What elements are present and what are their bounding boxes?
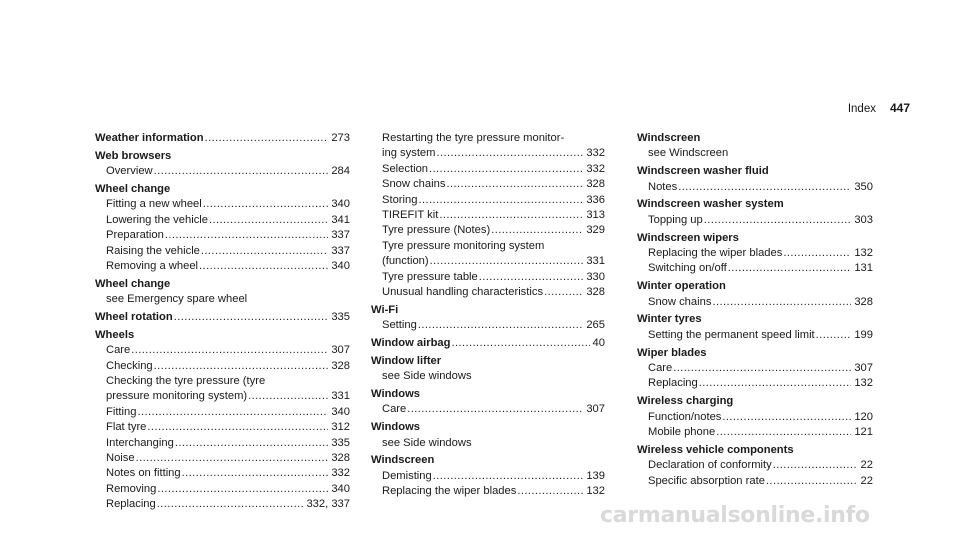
entry-page: 335 [331,311,350,324]
page-number: 447 [889,101,910,115]
index-entry [95,328,350,513]
entry-term: Wheels [95,328,135,341]
subentry-page: 121 [854,426,873,439]
entry-term: Winter tyres [637,313,702,326]
subentry-page: 120 [854,410,873,423]
subentry-page: 331 [331,390,350,403]
subentry [371,270,605,285]
subentry-page: 328 [586,286,605,299]
subentry-text: see Side windows [382,370,472,383]
entry-term: Windows [371,388,420,401]
entry-heading [95,149,350,164]
subentry [95,244,350,259]
subentry-text: see Windscreen [648,147,729,160]
subentry-page: 340 [331,198,350,211]
entry-heading [637,346,873,361]
subentry-text: Declaration of conformity [648,459,772,472]
index-column-1 [95,131,350,513]
subentry [371,146,605,161]
entry-heading [637,164,873,179]
entry-heading [637,312,873,327]
subentry [95,359,350,374]
leader-dots [407,402,583,417]
subentry [371,469,605,484]
entry-term: Windscreen washer fluid [637,165,769,178]
subentry-page: 307 [331,344,350,357]
index-entry [95,182,350,274]
entry-heading [637,197,873,212]
subentry-text: Topping up [648,213,703,226]
index-entry [637,131,873,162]
entry-heading [637,231,873,246]
subentry-text: Fitting [106,405,137,418]
entry-term: Windscreen [371,454,435,467]
subentry-page: 332 [586,147,605,160]
subentry [637,261,873,276]
subentry-page: 265 [586,319,605,332]
leader-dots [673,361,851,376]
leader-dots [430,254,584,269]
leader-dots [182,466,329,481]
subentry-page: 139 [586,469,605,482]
leader-dots [136,451,329,466]
subentry-text: Demisting [382,469,432,482]
index-entry [371,453,605,499]
entry-heading [371,303,605,318]
leader-dots [209,213,328,228]
subentry-page: 328 [854,295,873,308]
subentry-page: 337 [331,229,350,242]
leader-dots [766,474,858,489]
entry-heading [371,453,605,468]
subentry [637,295,873,310]
leader-dots [716,425,851,440]
subentry-page: 332 [331,467,350,480]
subentry [371,162,605,177]
subentry-page: 337 [331,244,350,257]
leader-dots [165,228,328,243]
entry-term: Window lifter [371,354,442,367]
subentry-page: 313 [586,209,605,222]
watermark-logo: carmanualsonline.info [600,503,870,528]
entry-term: Wheel change [95,277,171,290]
entry-heading [95,328,350,343]
subentry-text: Restarting the tyre pressure monitor- [382,132,565,144]
leader-dots [199,259,328,274]
subentry [371,223,605,238]
subentry [637,361,873,376]
leader-dots [157,497,304,512]
leader-dots [544,285,583,300]
subentry-text: Notes [648,180,678,193]
index-entry [371,420,605,451]
subentry-text: ing system [382,147,436,160]
leader-dots [203,197,329,212]
subentry-page: 328 [331,452,350,465]
subentry [95,259,350,274]
subentry-page: 132 [586,485,605,498]
entry-term: Wiper blades [637,346,707,359]
subentry [95,451,350,466]
subentry-page: 336 [586,193,605,206]
entry-heading [95,131,350,146]
leader-dots [678,180,851,195]
subentry-page: 328 [586,178,605,191]
leader-dots [147,420,328,435]
leader-dots [517,484,583,499]
page-header [848,101,910,115]
subentry-text: Removing a wheel [106,260,199,273]
subentry-text: Interchanging [106,436,174,449]
subentry-page: 307 [854,362,873,375]
index-entry [95,131,350,146]
index-entry [95,310,350,325]
entry-term: Wireless vehicle components [637,443,794,456]
leader-dots [712,295,851,310]
subentry-text: Replacing [648,377,698,390]
entry-term: Wheel rotation [95,311,173,324]
subentry-page: 340 [331,482,350,495]
leader-dots [446,177,583,192]
subentry-text: TIREFIT kit [382,209,439,222]
subentry [637,213,873,228]
subentry-page: 340 [331,405,350,418]
subentry [95,436,350,451]
subentry-text: Preparation [106,229,164,242]
index-entry [637,346,873,392]
subentry-text: Fitting a new wheel [106,198,202,211]
subentry-text: (function) [382,255,429,268]
index-entry [95,149,350,180]
subentry [95,213,350,228]
subentry [637,180,873,195]
subentry [371,484,605,499]
subentry-page: 341 [331,213,350,226]
leader-dots [728,261,852,276]
subentry [95,497,350,512]
subentry [371,369,605,384]
subentry [371,436,605,451]
index-entry [637,394,873,440]
entry-heading [371,336,605,351]
subentry [637,146,873,161]
index-entry [637,443,873,489]
subentry-text: Noise [106,452,135,465]
subentry-page: 335 [331,436,350,449]
entry-term: Winter operation [637,280,726,293]
subentry [637,376,873,391]
subentry-page: 131 [854,262,873,275]
subentry-page: 303 [854,213,873,226]
subentry [637,474,873,489]
subentry [95,228,350,243]
subentry-text: Flat tyre [106,421,147,434]
index-entry [371,131,605,300]
leader-dots [783,246,851,261]
subentry [371,208,605,223]
leader-dots [429,162,583,177]
subentry-text: Tyre pressure table [382,270,478,283]
leader-dots [816,328,852,343]
subentry-text: Raising the vehicle [106,244,200,257]
leader-dots [773,458,858,473]
entry-term: Window airbag [371,337,451,350]
subentry-text: Replacing the wiper blades [648,247,783,260]
subentry [95,164,350,179]
entry-heading [637,279,873,294]
subentry-text: Function/notes [648,410,722,423]
index-entry [637,279,873,310]
leader-dots [205,131,329,146]
leader-dots [131,343,328,358]
index-entry [637,164,873,195]
entry-term: Windows [371,421,420,434]
entry-heading [371,387,605,402]
subentry [637,410,873,425]
subentry-text: Lowering the vehicle [106,213,208,226]
subentry-page: 312 [331,421,350,434]
leader-dots [248,389,328,404]
subentry-text: Tyre pressure monitoring system [382,239,545,252]
entry-term: Wi-Fi [371,303,399,316]
subentry [371,402,605,417]
subentry [371,193,605,208]
leader-dots [137,405,328,420]
subentry-text: pressure monitoring system) [106,390,248,403]
subentry-text: Care [382,403,407,416]
subentry-page: 340 [331,260,350,273]
index-column-3 [637,131,873,489]
index-entry [95,277,350,308]
subentry-text: Tyre pressure (Notes) [382,224,491,237]
subentry [95,420,350,435]
subentry [637,246,873,261]
leader-dots [439,208,583,223]
subentry-text: Storing [382,193,418,206]
leader-dots [704,213,852,228]
entry-term: Windscreen washer system [637,198,784,211]
leader-dots [436,146,583,161]
subentry-page: 307 [586,403,605,416]
entry-page: 40 [592,337,605,350]
subentry-text: see Side windows [382,436,472,449]
subentry-text: Snow chains [382,178,446,191]
subentry-text: Replacing [106,498,156,511]
index-entry [371,336,605,351]
subentry-text: Specific absorption rate [648,474,765,487]
subentry [95,197,350,212]
leader-dots [418,193,583,208]
subentry-text: Replacing the wiper blades [382,485,517,498]
subentry-text: Setting the permanent speed limit [648,328,815,341]
entry-term: Wheel change [95,183,171,195]
subentry-text: Checking the tyre pressure (tyre [106,375,266,388]
subentry [95,466,350,481]
subentry [371,254,605,269]
leader-dots [722,410,851,425]
subentry [371,239,605,254]
subentry [95,374,350,389]
index-entry [637,231,873,277]
subentry-text: see Emergency spare wheel [106,293,248,306]
entry-heading [95,277,350,292]
entry-term: Windscreen wipers [637,231,739,244]
subentry-text: Snow chains [648,295,712,308]
index-entry [371,354,605,385]
entry-term: Web browsers [95,149,172,162]
leader-dots [154,359,329,374]
entry-heading [637,131,873,146]
subentry-text: Unusual handling characteristics [382,286,544,299]
subentry-text: Notes on fitting [106,467,181,480]
index-column-2 [371,131,605,500]
subentry [371,318,605,333]
subentry-text: Care [648,362,673,375]
index-entry [637,312,873,343]
subentry-page: 330 [586,270,605,283]
subentry [95,343,350,358]
entry-term: Weather information [95,132,204,144]
subentry-page: 22 [860,459,873,472]
index-entry [637,197,873,228]
subentry [371,131,605,146]
entry-term: Windscreen [637,132,701,144]
subentry [95,292,350,307]
subentry [95,389,350,404]
subentry-page: 328 [331,359,350,372]
leader-dots [201,244,328,259]
subentry-text: Overview [106,165,153,178]
subentry [371,177,605,192]
entry-heading [95,182,350,197]
leader-dots [479,270,584,285]
index-entry [371,303,605,334]
leader-dots [174,310,329,325]
subentry [95,482,350,497]
subentry [637,328,873,343]
index-entry [371,387,605,418]
entry-term: Wireless charging [637,395,734,408]
subentry-text: Mobile phone [648,426,716,439]
entry-heading [371,354,605,369]
entry-page: 273 [331,132,350,144]
subentry-page: 332, 337 [306,498,350,511]
subentry-page: 331 [586,255,605,268]
index-label: Index [847,103,876,115]
subentry-text: Selection [382,162,429,175]
subentry [637,458,873,473]
leader-dots [699,376,852,391]
subentry-page: 132 [854,377,873,390]
subentry-page: 199 [854,328,873,341]
subentry [95,405,350,420]
leader-dots [175,436,329,451]
leader-dots [154,164,329,179]
subentry-page: 132 [854,247,873,260]
leader-dots [451,336,589,351]
subentry-page: 332 [586,162,605,175]
entry-heading [637,443,873,458]
leader-dots [157,482,328,497]
subentry-text: Setting [382,319,417,332]
subentry [371,285,605,300]
subentry-page: 350 [854,180,873,193]
subentry-text: Removing [106,482,157,495]
subentry-page: 22 [860,474,873,487]
leader-dots [418,318,583,333]
subentry-page: 284 [331,165,350,178]
leader-dots [433,469,584,484]
entry-heading [95,310,350,325]
subentry-text: Care [106,344,131,357]
subentry-text: Switching on/off [648,262,727,275]
entry-heading [637,394,873,409]
subentry-text: Checking [106,359,153,372]
leader-dots [491,223,583,238]
subentry-page: 329 [586,224,605,237]
entry-heading [371,420,605,435]
subentry [637,425,873,440]
